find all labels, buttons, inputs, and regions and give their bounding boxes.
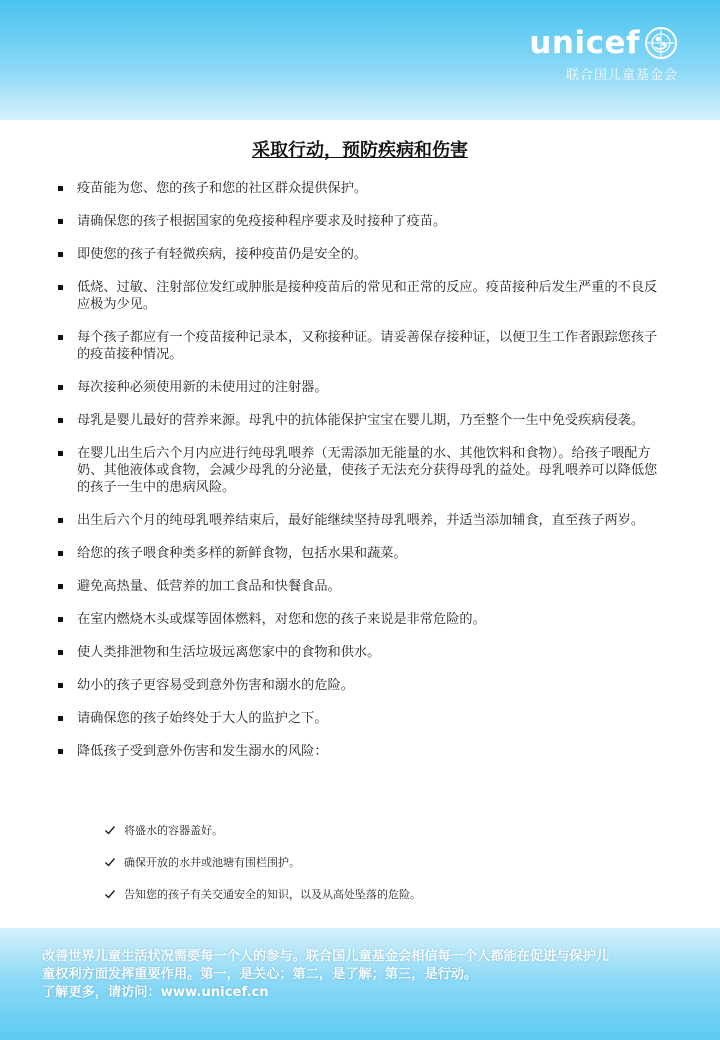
bullet-icon <box>58 252 63 257</box>
sublist-item: 确保开放的水井或池塘有围栏围护。 <box>104 856 421 870</box>
advice-list <box>56 180 668 776</box>
list-item: 每个孩子都应有一个疫苗接种记录本，又称接种证。请妥善保存接种证，以便卫生工作者跟踪您孩子的疫苗接种情况。 <box>56 329 668 363</box>
bullet-icon <box>58 716 63 721</box>
page-footer <box>0 928 720 1040</box>
bullet-icon <box>58 683 63 688</box>
bullet-icon <box>58 418 63 423</box>
footer-message: 改善世界儿童生活状况需要每一个人的参与。联合国儿童基金会相信每一个人都能在促进与保护儿 童权利方面发挥重要作用。第一，是关心；第二，是了解；第三，是行动。 了解更多，请访问：www.unicef.cn <box>42 948 682 1002</box>
logo-wordmark: unicef <box>529 25 640 61</box>
checkmark-icon <box>104 856 116 868</box>
page-header <box>0 0 720 120</box>
safety-sublist <box>104 824 421 920</box>
bullet-icon <box>58 385 63 390</box>
list-item: 母乳是婴儿最好的营养来源。母乳中的抗体能保护宝宝在婴儿期，乃至整个一生中免受疾病侵袭。 <box>56 412 668 429</box>
list-item: 疫苗能为您、您的孩子和您的社区群众提供保护。 <box>56 180 668 197</box>
list-item: 使人类排泄物和生活垃圾远离您家中的食物和供水。 <box>56 644 668 661</box>
bullet-icon <box>58 335 63 340</box>
logo-subtitle: 联合国儿童基金会 <box>565 68 678 83</box>
list-item: 在婴儿出生后六个月内应进行纯母乳喂养（无需添加无能量的水、其他饮料和食物）。给孩子喂配方奶、其他液体或食物，会减少母乳的分泌量，使孩子无法充分获得母乳的益处。母乳喂养可以降低您的孩子一生中的患病风险。 <box>56 445 668 496</box>
bullet-icon <box>58 617 63 622</box>
bullet-icon <box>58 584 63 589</box>
list-item: 出生后六个月的纯母乳喂养结束后，最好能继续坚持母乳喂养，并适当添加辅食，直至孩子两岁。 <box>56 512 668 529</box>
list-item: 幼小的孩子更容易受到意外伤害和溺水的危险。 <box>56 677 668 694</box>
unicef-emblem-icon <box>644 26 678 60</box>
sublist-item: 告知您的孩子有关交通安全的知识，以及从高处坠落的危险。 <box>104 888 421 902</box>
list-item: 在室内燃烧木头或煤等固体燃料，对您和您的孩子来说是非常危险的。 <box>56 611 668 628</box>
bullet-icon <box>58 518 63 523</box>
list-item: 避免高热量、低营养的加工食品和快餐食品。 <box>56 578 668 595</box>
list-item: 给您的孩子喂食种类多样的新鲜食物，包括水果和蔬菜。 <box>56 545 668 562</box>
sublist-item: 将盛水的容器盖好。 <box>104 824 421 838</box>
bullet-icon <box>58 749 63 754</box>
list-item: 请确保您的孩子根据国家的免疫接种程序要求及时接种了疫苗。 <box>56 213 668 230</box>
checkmark-icon <box>104 824 116 836</box>
page-title: 采取行动，预防疾病和伤害 <box>252 140 468 161</box>
bullet-icon <box>58 650 63 655</box>
footer-website-link[interactable]: 了解更多，请访问：www.unicef.cn <box>42 985 269 1000</box>
bullet-icon <box>58 219 63 224</box>
unicef-logo <box>529 26 678 83</box>
bullet-icon <box>58 186 63 191</box>
checkmark-icon <box>104 888 116 900</box>
list-item: 低烧、过敏、注射部位发红或肿胀是接种疫苗后的常见和正常的反应。疫苗接种后发生严重的不良反应极为少见。 <box>56 279 668 313</box>
bullet-icon <box>58 285 63 290</box>
bullet-icon <box>58 551 63 556</box>
list-item: 请确保您的孩子始终处于大人的监护之下。 <box>56 710 668 727</box>
bullet-icon <box>58 451 63 456</box>
list-item: 每次接种必须使用新的未使用过的注射器。 <box>56 379 668 396</box>
list-item: 降低孩子受到意外伤害和发生溺水的风险： <box>56 743 668 760</box>
list-item: 即使您的孩子有轻微疾病，接种疫苗仍是安全的。 <box>56 246 668 263</box>
